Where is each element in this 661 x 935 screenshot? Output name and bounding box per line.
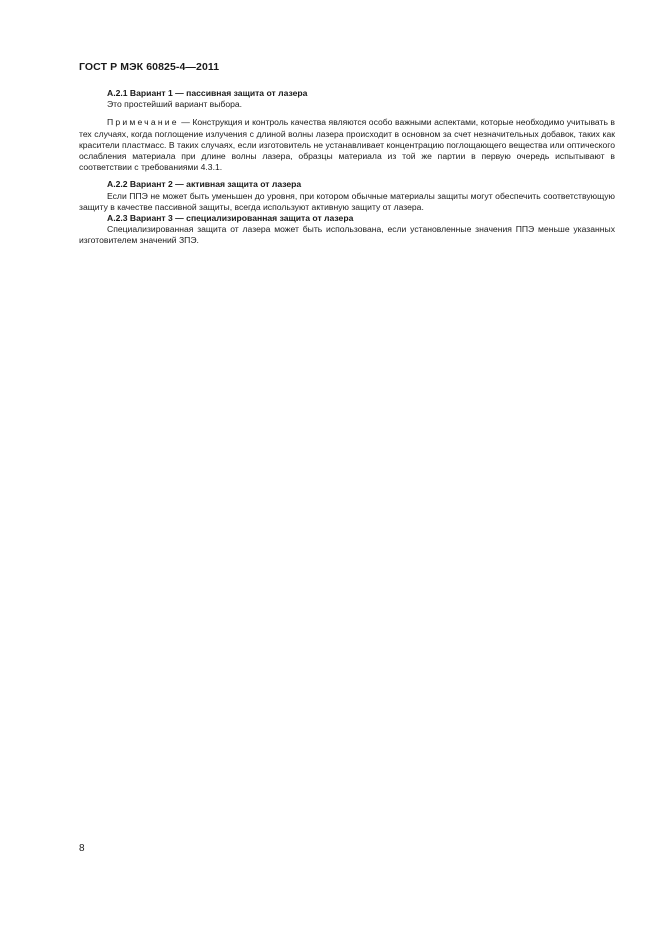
section-heading-a-2-2: А.2.2 Вариант 2 — активная защита от лазера bbox=[107, 179, 302, 190]
section-heading-a-2-1: А.2.1 Вариант 1 — пассивная защита от лазера bbox=[107, 88, 308, 98]
note-dash: — bbox=[178, 117, 193, 128]
section-text-a-2-2: Если ППЭ не может быть уменьшен до уровня, при котором обычные материалы защиты могут обеспечить соответствующую защиту в качестве пассивной защиты, всегда используют активную защиту от лазера. bbox=[79, 190, 615, 212]
document-header: ГОСТ Р МЭК 60825-4—2011 bbox=[79, 61, 220, 73]
note-label: Примечание bbox=[107, 117, 179, 128]
section-text-a-2-1: Это простейший вариант выбора. bbox=[107, 99, 243, 110]
section-heading-a-2-3: А.2.3 Вариант 3 — специализированная защита от лазера bbox=[107, 213, 354, 224]
document-body bbox=[79, 88, 615, 247]
page-number: 8 bbox=[79, 843, 85, 854]
section-text-a-2-3: Специализированная защита от лазера может быть использована, если установленные значения ППЭ меньше указанных изготовителем значений ЗПЭ. bbox=[79, 224, 615, 246]
note-paragraph bbox=[79, 117, 615, 173]
note-text: Конструкция и контроль качества являются особо важными аспектами, которые необходимо учитывать в тех случаях, когда поглощение излучения с длиной волны лазера происходит в основном за счет незначительных добавок, таких как красители пластмасс. В таких случаях, если изготовитель не устанавливает концентрацию поглощающего вещества или оптического ослабления материала при длине волны лазера, образцы материала из той же партии в первую очередь испытывают в соответствии с требованиями 4.3.1. bbox=[79, 117, 615, 173]
